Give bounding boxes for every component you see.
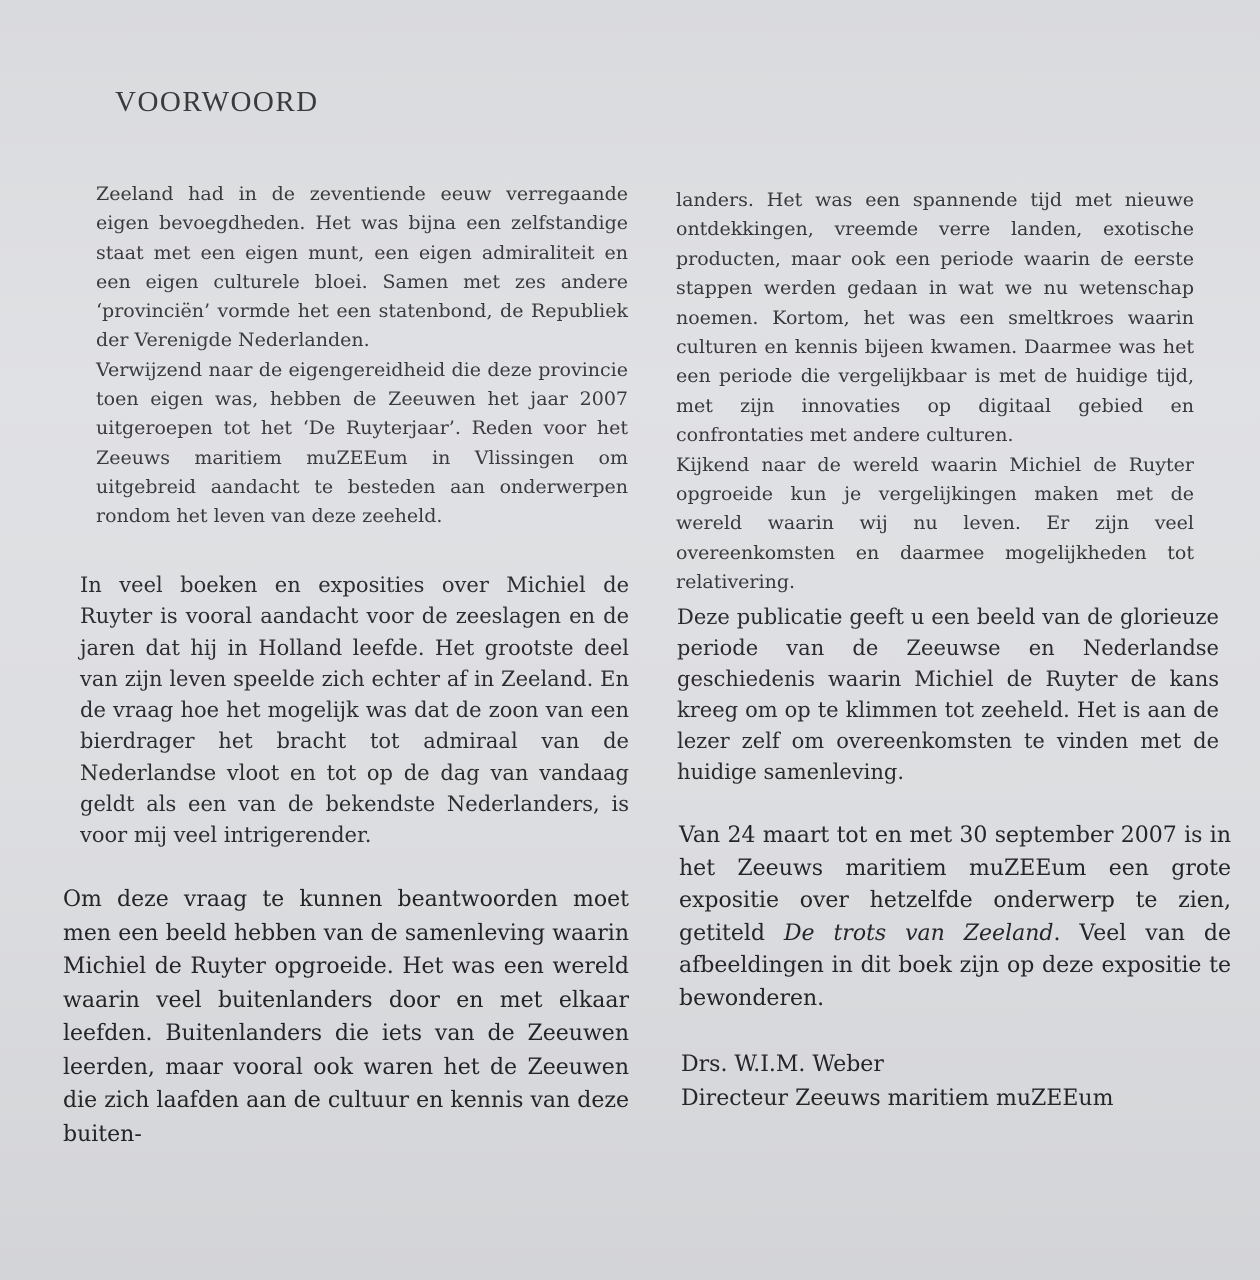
right-column-top [676,186,1194,598]
left-column-bottom [63,883,629,1151]
left-column-middle [80,570,629,852]
paragraph-right-2: Kijkend naar de wereld waarin Michiel de Ruyter opgroeide kun je vergelijkingen maken met de wereld waarin wij nu leven. Er zijn veel overeenkomsten en daarmee mogelijkheden tot relativering. [676,453,1194,594]
paragraph-left-3: In veel boeken en exposities over Michiel de Ruyter is vooral aandacht voor de zeeslagen en de jaren dat hij in Holland leefde. Het grootste deel van zijn leven speelde zich echter af in Zeeland. En de vraag hoe het mogelijk was dat de zoon van een bierdrager het bracht tot admiraal van de Nederlandse vloot en tot op de dag van vandaag geldt als een van de bekendste Nederlanders, is voor mij veel intrigerender. [80,573,629,848]
right-column-middle [677,602,1219,788]
paragraph-left-4: Om deze vraag te kunnen beantwoorden moet men een beeld hebben van de samenleving waarin Michiel de Ruyter opgroeide. Het was een wereld waarin veel buitenlanders door en met elkaar leefden. Buitenlanders die iets van de Zeeuwen leerden, maar vooral ook waren het de Zeeuwen die zich laafden aan de cultuur en kennis van deze buiten- [63,887,629,1147]
paragraph-right-1: landers. Het was een spannende tijd met nieuwe ontdekkingen, vreemde verre landen, exotische producten, maar ook een periode waarin de eerste stappen werden gedaan in wat we nu wetenschap noemen. Kortom, het was een smeltkroes waarin culturen en kennis bijeen kwamen. Daarmee was het een periode die vergelijkbaar is met de huidige tijd, met zijn innovaties op digitaal gebied en confrontaties met andere culturen. [676,189,1194,447]
exhibition-text-before: Van 24 maart tot en met 30 september 2007 is in het Zeeuws maritiem muZEEum een grote expositie over hetzelfde onderwerp te zien, getiteld [679,823,1231,946]
signature-block [681,1048,1201,1116]
exhibition-text-after: . Veel van de afbeeldingen in dit boek zijn op deze expositie te bewonderen. [679,920,1231,1011]
paragraph-left-1: Zeeland had in de zeventiende eeuw verregaande eigen bevoegdheden. Het was bijna een zelfstandige staat met een eigen munt, een eigen admiraliteit en een eigen culturele bloei. Samen met zes andere ‘provinciën’ vormde het een statenbond, de Republiek der Verenigde Nederlanden. [96,183,628,352]
exhibition-title: De trots van Zeeland [783,920,1054,946]
signature-role: Directeur Zeeuws maritiem muZEEum [681,1086,1114,1111]
paragraph-right-3: Deze publicatie geeft u een beeld van de glorieuze periode van de Zeeuwse en Nederlandse geschiedenis waarin Michiel de Ruyter de kans kreeg om op te klimmen tot zeeheld. Het is aan de lezer zelf om overeenkomsten te vinden met de huidige samenleving. [677,605,1219,784]
page-title: VOORWOORD [115,86,319,118]
paragraph-left-2: Verwijzend naar de eigengereidheid die deze provincie toen eigen was, hebben de Zeeuwen het jaar 2007 uitgeroepen tot het ‘De Ruyterjaar’. Reden voor het Zeeuws maritiem muZEEum in Vlissingen om uitgebreid aandacht te besteden aan onderwerpen rondom het leven van deze zeeheld. [96,358,628,528]
right-column-bottom [679,820,1231,1015]
signature-name: Drs. W.I.M. Weber [681,1052,884,1077]
paragraph-right-4 [679,820,1231,1015]
left-column-top [96,180,628,532]
